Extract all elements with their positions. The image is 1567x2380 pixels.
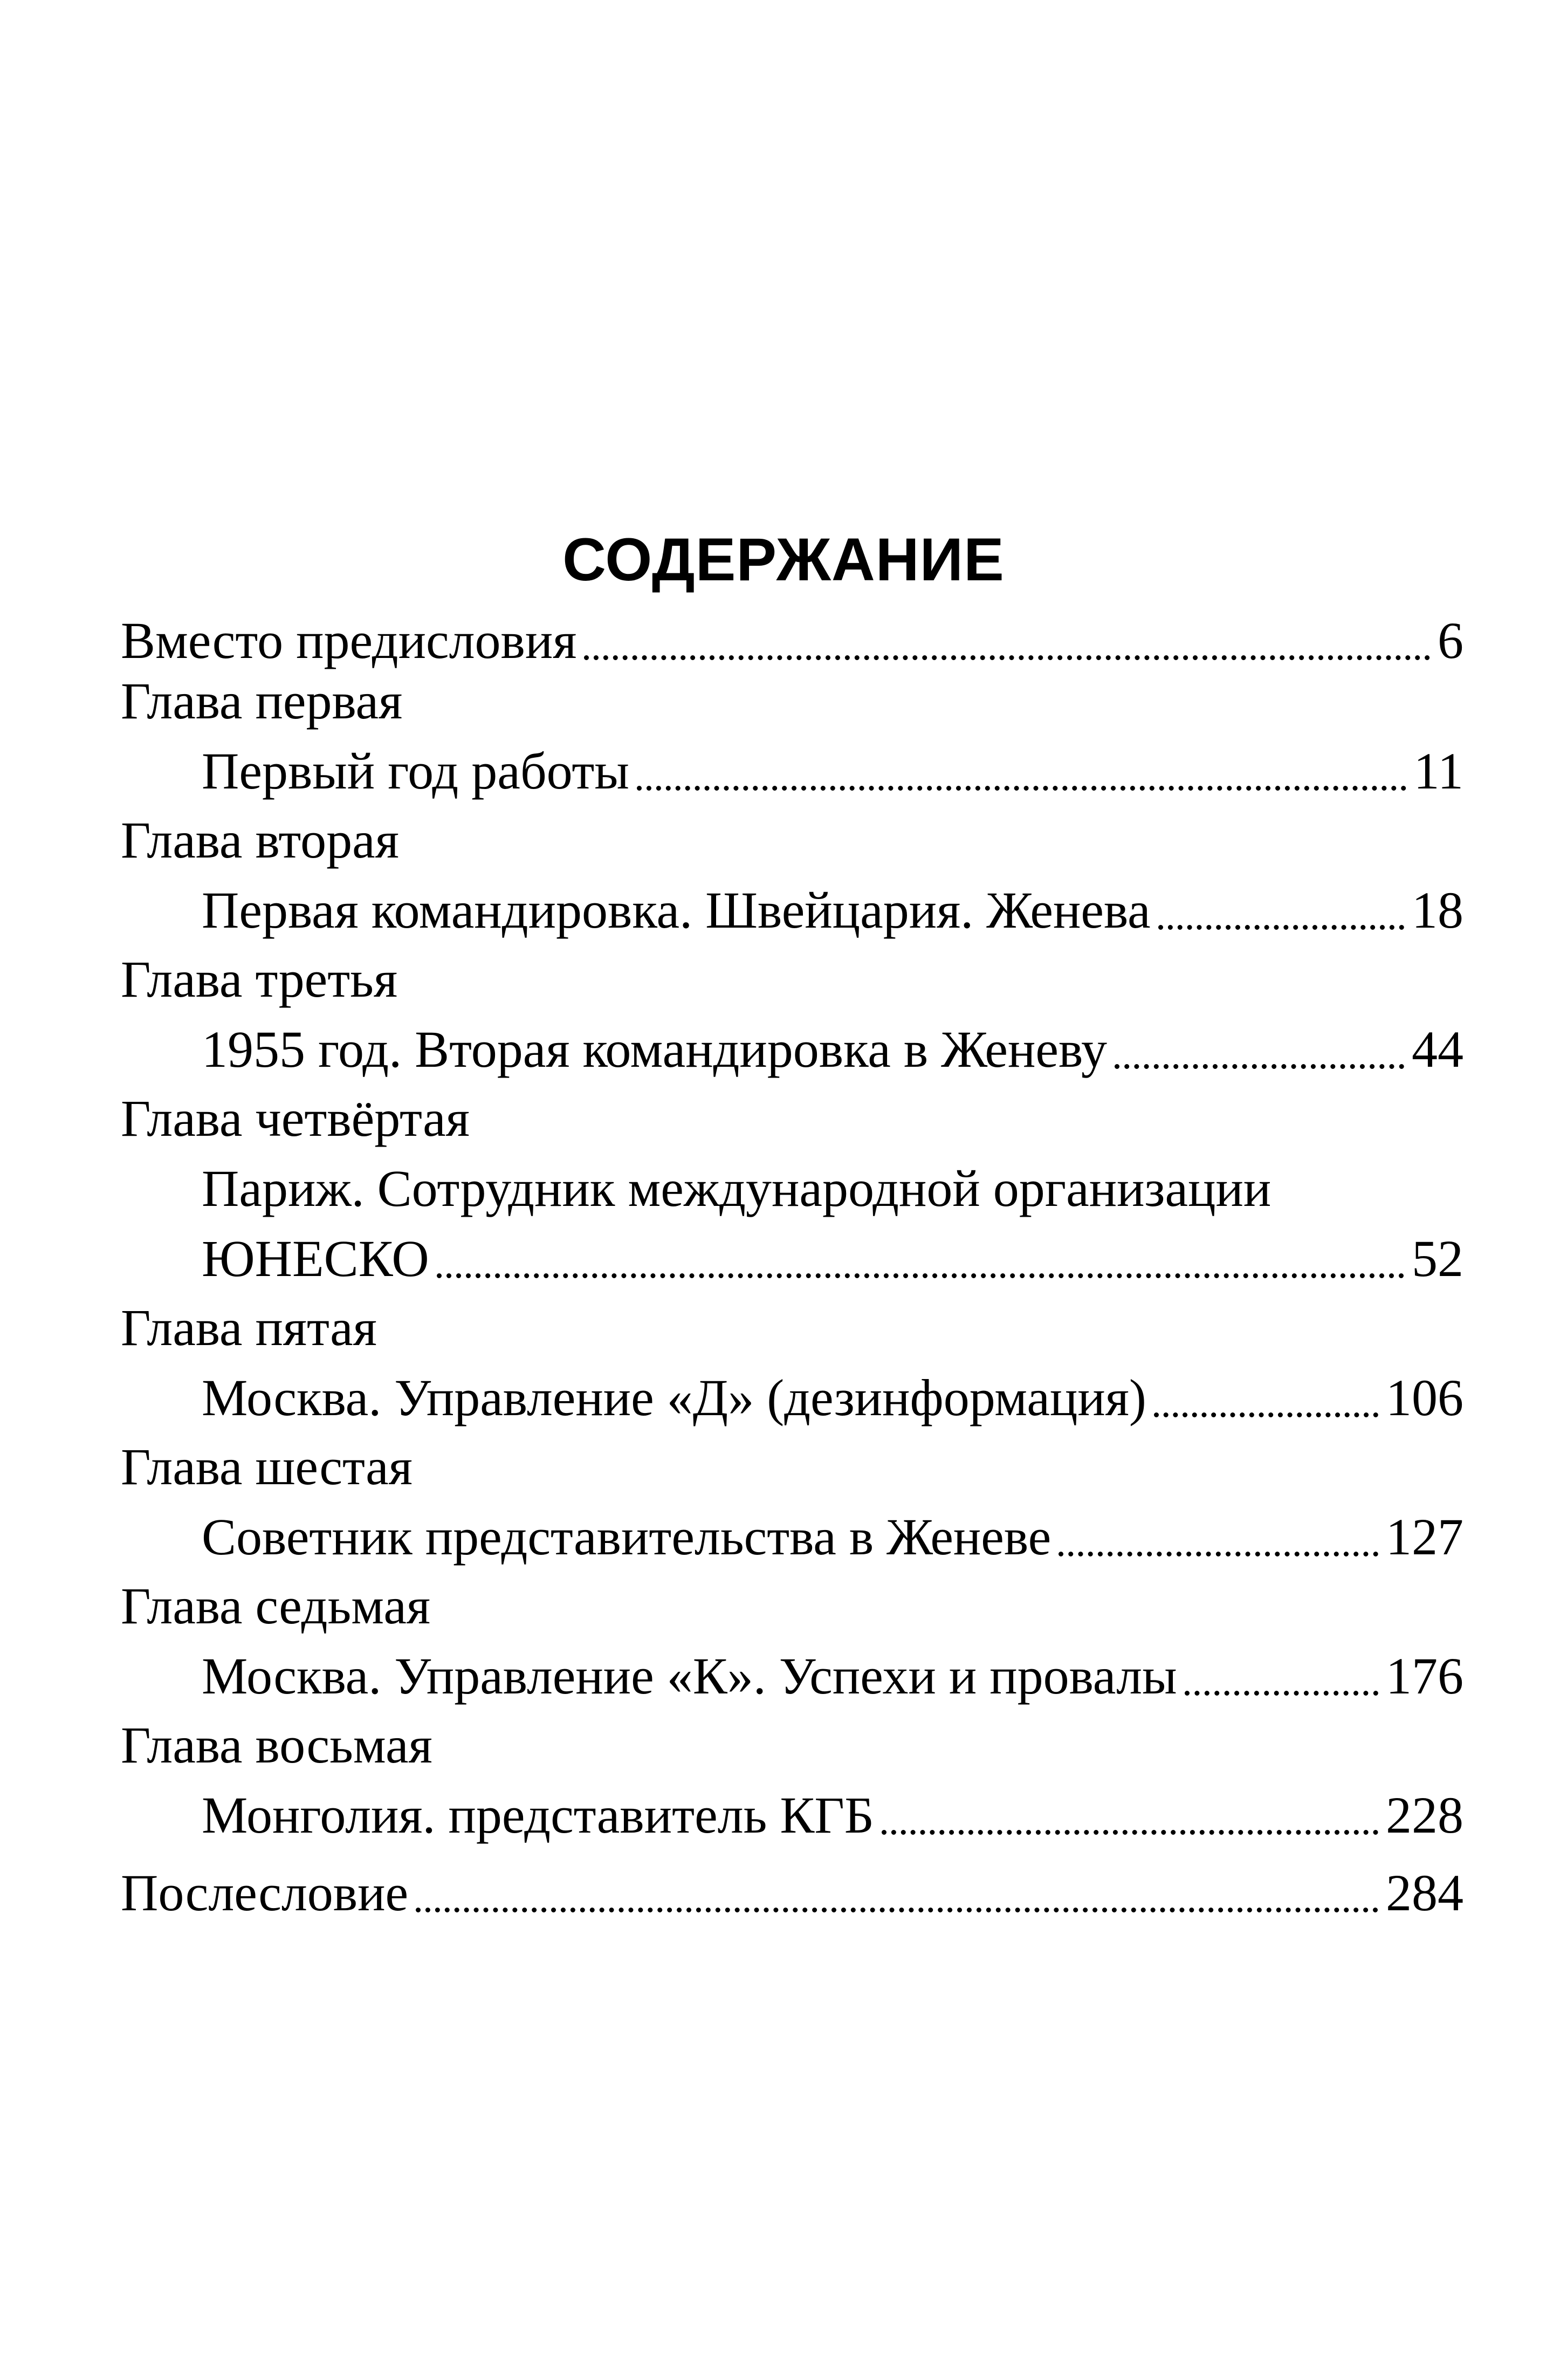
toc-chapter-label: Глава первая [121, 672, 403, 730]
toc-chapter-heading [121, 1089, 1463, 1164]
toc-entry-page: 228 [1386, 1786, 1463, 1844]
toc-entry-title: Монголия. представитель КГБ [202, 1786, 875, 1844]
toc-entry [121, 1861, 1463, 1930]
toc-entry-page: 284 [1386, 1864, 1463, 1922]
toc-entry-title: Первый год работы [202, 742, 629, 800]
toc-entry [121, 881, 1463, 956]
toc-entry-title-line [121, 1160, 1463, 1234]
dot-leader [1115, 1064, 1404, 1069]
dot-leader [1059, 1552, 1378, 1556]
toc-entry-title-line1: Париж. Сотрудник международной организации [202, 1160, 1272, 1217]
toc-entry-title: Вместо предисловия [121, 612, 577, 669]
toc-entry-title: 1955 год. Вторая командировка в Женеву [202, 1020, 1108, 1078]
dot-leader [1158, 925, 1404, 930]
toc-chapter-heading [121, 1577, 1463, 1651]
toc-chapter-heading [121, 1716, 1463, 1791]
toc-chapter-label: Глава шестая [121, 1438, 413, 1496]
toc-entry-page: 6 [1438, 612, 1463, 669]
toc-entry-title: Первая командировка. Швейцария. Женева [202, 881, 1151, 939]
dot-leader [882, 1830, 1378, 1835]
toc-chapter-heading [121, 672, 1463, 746]
toc-entry-page: 127 [1386, 1508, 1463, 1566]
toc-entry [121, 1647, 1463, 1721]
toc-entry-page: 176 [1386, 1647, 1463, 1705]
toc-chapter-label: Глава восьмая [121, 1716, 432, 1774]
toc-entry [121, 742, 1463, 817]
dot-leader [416, 1908, 1378, 1912]
toc-list [121, 608, 1463, 1930]
toc-chapter-label: Глава третья [121, 950, 398, 1008]
toc-entry-title: Москва. Управление «К». Успехи и провалы [202, 1647, 1177, 1705]
toc-chapter-heading [121, 950, 1463, 1025]
toc-entry [121, 1020, 1463, 1095]
toc-entry-page: 52 [1412, 1230, 1463, 1287]
toc-chapter-label: Глава пятая [121, 1299, 377, 1356]
toc-entry-page: 18 [1412, 881, 1463, 939]
toc-entry [121, 1786, 1463, 1861]
dot-leader [1154, 1412, 1378, 1417]
dot-leader [437, 1273, 1404, 1278]
toc-chapter-heading [121, 1438, 1463, 1512]
dot-leader [584, 655, 1430, 660]
toc-entry [121, 1230, 1463, 1304]
toc-entry-title: Советник представительства в Женеве [202, 1508, 1051, 1566]
toc-chapter-label: Глава седьмая [121, 1577, 431, 1635]
toc-chapter-label: Глава четвёртая [121, 1089, 470, 1147]
toc-entry-title: ЮНЕСКО [202, 1230, 429, 1287]
toc-chapter-heading [121, 811, 1463, 886]
toc-chapter-label: Глава вторая [121, 811, 399, 869]
toc-entry-page: 11 [1413, 742, 1463, 800]
dot-leader [1185, 1691, 1378, 1696]
toc-entry [121, 1369, 1463, 1443]
toc-entry-title: Москва. Управление «Д» (дезинформация) [202, 1369, 1146, 1426]
toc-entry-page: 106 [1386, 1369, 1463, 1426]
toc-chapter-heading [121, 1299, 1463, 1373]
toc-title: СОДЕРЖАНИЕ [562, 526, 1005, 593]
toc-entry-title: Послесловие [121, 1864, 409, 1922]
toc-entry-page: 44 [1412, 1020, 1463, 1078]
dot-leader [637, 786, 1406, 791]
toc-entry [121, 608, 1463, 677]
toc-entry [121, 1508, 1463, 1582]
